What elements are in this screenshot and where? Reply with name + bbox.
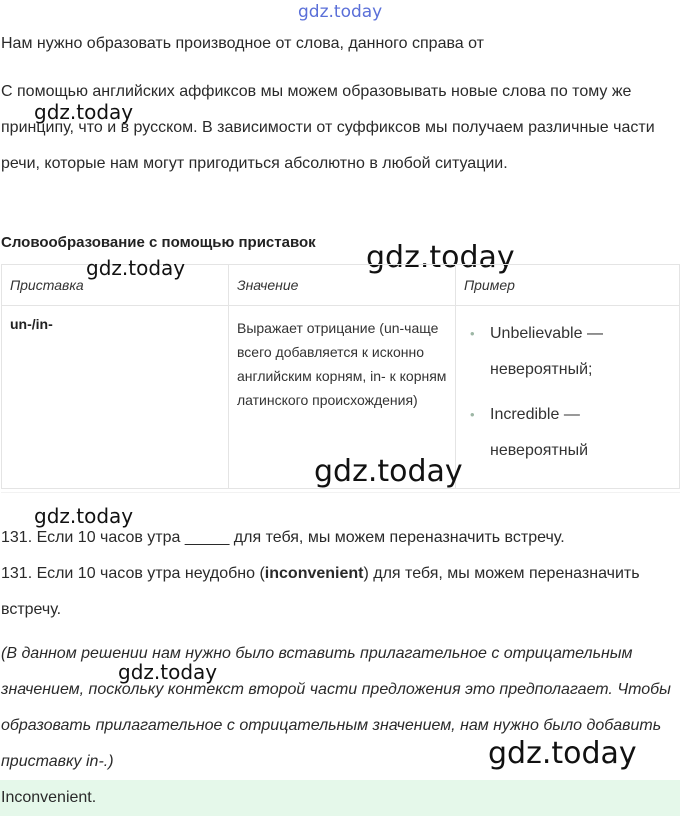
explanation-text: (В данном решении нам нужно было вставить прилагательное с отрицательным значением, поскольку контекст второй части предложения это предполагает. Чтобы образовать прилагательное с отрицательным значением, нам нужно было добавить приставку in-.) xyxy=(1,645,671,770)
prefix-cell: un-/in- xyxy=(2,306,229,489)
intro-text: Нам нужно образовать производное от слова, данного справа от xyxy=(1,35,484,52)
watermark: gdz.today xyxy=(366,240,515,275)
column-header-meaning: Значение xyxy=(229,265,456,306)
examples-list xyxy=(464,316,671,469)
watermark: gdz.today xyxy=(86,256,186,280)
watermark-top: gdz.today xyxy=(298,2,383,22)
column-header-example: Пример xyxy=(456,265,680,306)
task-text: 131. Если 10 часов утра _____ для тебя, мы можем переназначить встречу. xyxy=(1,529,565,546)
examples-cell xyxy=(456,306,680,489)
affix-paragraph: С помощью английских аффиксов мы можем образовывать новые слова по тому же принципу, что и в русском. В зависимости от суффиксов мы получаем различные части речи, которые нам могут пригодиться абсолютно в любой ситуации. xyxy=(1,83,655,172)
column-header-prefix: Приставка xyxy=(2,265,229,306)
list-item: • Unbelievable — невероятный; xyxy=(490,316,671,388)
watermark: gdz.today xyxy=(34,100,134,124)
solution-answer-word: inconvenient xyxy=(264,565,364,582)
divider xyxy=(1,492,680,493)
watermark: gdz.today xyxy=(34,504,134,528)
answer-text: Inconvenient. xyxy=(1,789,97,806)
answer-box xyxy=(0,780,680,816)
watermark: gdz.today xyxy=(314,454,463,489)
watermark: gdz.today xyxy=(488,736,637,771)
solution-text xyxy=(1,556,677,628)
section-heading: Словообразование с помощью приставок xyxy=(1,234,316,251)
solution-after: ) для тебя, мы можем переназначить встречу. xyxy=(1,565,640,618)
meaning-cell: Выражает отрицание (un-чаще всего добавляется к исконно английским корням, in- к корням латинского происхождения) xyxy=(229,306,456,489)
watermark: gdz.today xyxy=(118,660,218,684)
solution-before: 131. Если 10 часов утра неудобно ( xyxy=(1,565,265,582)
list-item: • Incredible — невероятный xyxy=(490,397,671,469)
